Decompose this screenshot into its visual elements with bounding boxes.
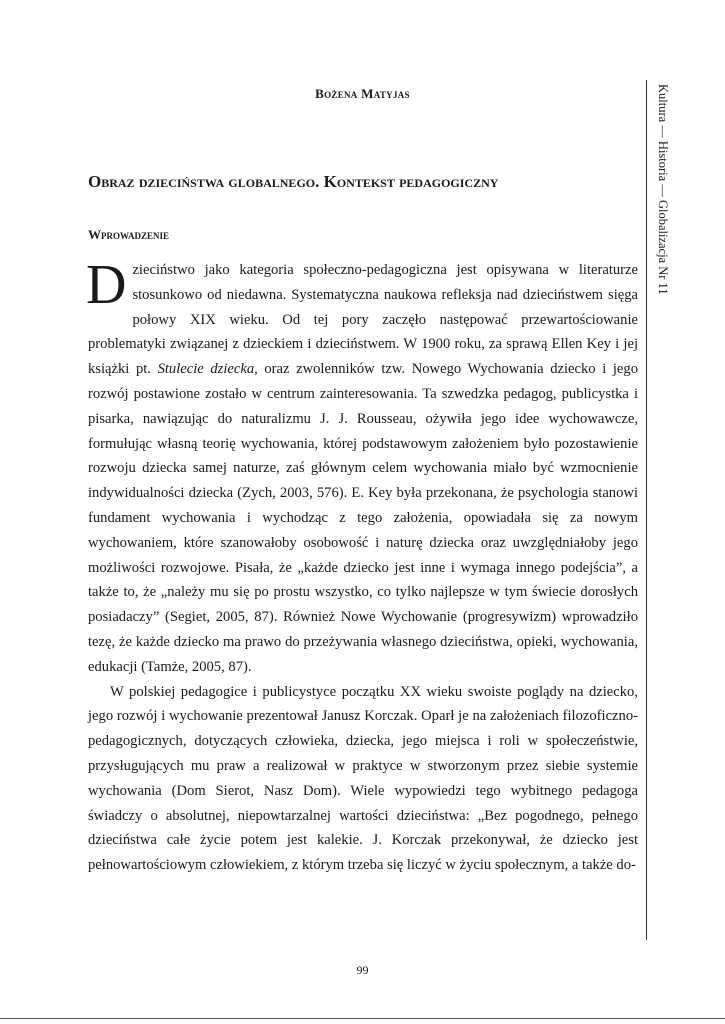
bottom-rule: [0, 1018, 725, 1019]
paragraph-2: W polskiej pedagogice i publicystyce początku XX wieku swoiste poglądy na dziecko, jego rozwój i wychowanie prezentował Janusz Korczak. Oparł je na założeniach filozoficzno-pedagogicznych, dotyczących człowieka, dziecka, jego miejsca i roli w społeczeństwie, przysługujących mu praw a realizował w praktyce w stworzonym przez siebie systemie wychowania (Dom Sierot, Nasz Dom). Wiele wypowiedzi tego wybitnego pedagoga świadczy o absolutnej, niepowtarzalnej wartości dzieciństwa: „Bez pogodnego, pełnego dzieciństwa całe życie potem jest kalekie. J. Korczak przekonywał, że dziecko jest pełnowartościowym człowiekiem, z którym trzeba się liczyć w życiu społecznym, a także do-: [88, 683, 638, 874]
page-number: 99: [356, 963, 369, 977]
running-head: Kultura — Historia — Globalizacja Nr 11: [656, 84, 670, 295]
section-heading: Wprowadzenie: [88, 227, 170, 242]
author-name: Bożena Matyjas: [315, 86, 410, 101]
drop-cap: D: [86, 254, 127, 316]
book-title: Stulecie dziecka: [157, 361, 255, 378]
paragraph-1-text-a: zieciństwo jako kategoria społeczno-pedagogiczna jest opisywana w literaturze stosunkowo od niedawna. Systematyczna naukowa refleksja nad dzieciństwem sięga połowy XIX wieku. Od tej pory zaczęło następować przewartościowanie problematyki związanej z dzieckiem i dzieciństwem. W 1900 roku, za sprawą Ellen Key i jej książki pt.: [88, 262, 638, 378]
paragraph-1: [86, 254, 638, 680]
side-rule: [646, 80, 647, 940]
body-text: [86, 254, 638, 878]
paragraph-1-text-b: , oraz zwolenników tzw. Nowego Wychowania dziecko i jego rozwój postawione zostało w centrum zainteresowania. Ta szwedzka pedagog, publicystka i pisarka, nawiązując do naturalizmu J. J. Rousseau, ożywiła jego idee wychowawcze, formułując własną teorię wychowania, której podstawowym założeniem było pozostawienie rozwoju dziecka samej naturze, zaś głównym celem wychowania miało być wzmocnienie indywidualności dziecka (Zych, 2003, 576). E. Key była przekonana, że psychologia stanowi fundament wychowania i wychodząc z tego założenia, opowiadała się za nowym wychowaniem, które szanowałoby osobowość i naturę dziecka oraz uwzględniałoby jego możliwości rozwojowe. Pisała, że „każde dziecko jest inne i wymaga innego podejścia”, a także to, że „należy mu się po prostu wszystko, co tylko najlepsze w tym świecie dorosłych posiadaczy” (Segiet, 2005, 87). Również Nowe Wychowanie (progresywizm) wprowadziło tezę, że każde dziecko ma prawo do przeżywania własnego dzieciństwa, opieki, wychowania, edukacji (Tamże, 2005, 87).: [88, 361, 638, 675]
article-title: Obraz dzieciństwa globalnego. Kontekst pedagogiczny: [88, 172, 499, 191]
